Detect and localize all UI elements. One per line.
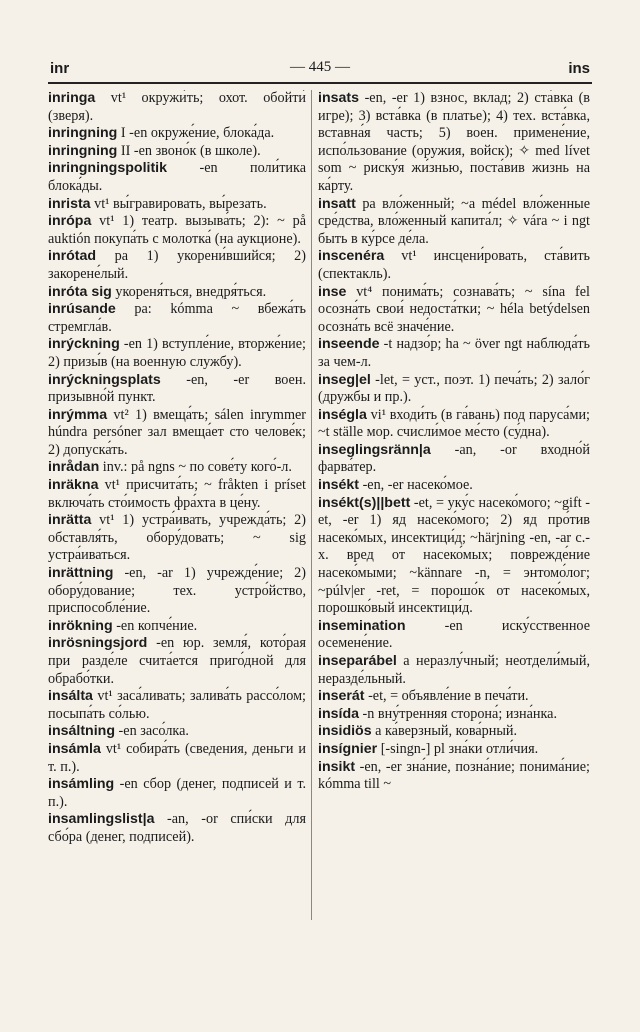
- dictionary-entry: [48, 635, 306, 688]
- entry-definition: pa 1) укорени́вшийся; 2) закорене́лый.: [48, 248, 306, 282]
- entry-headword: insékt(s)||bett: [318, 494, 411, 511]
- dictionary-entry: [318, 248, 590, 283]
- dictionary-entry: [318, 618, 590, 653]
- entry-definition: -en, -ar 1) учрежде́ние; 2) обору́дование; тех. устро́йство, приспособле́ние.: [48, 565, 306, 617]
- dictionary-entry: [48, 688, 306, 723]
- entry-headword: insálta: [48, 688, 93, 705]
- column-divider: [311, 90, 312, 920]
- entry-definition: vt¹ инсцени́ровать, ста́вить (спектакль).: [318, 248, 590, 282]
- entry-headword: inseglingsränn|a: [318, 441, 431, 458]
- entry-definition: I -en окруже́ние, блока́да.: [117, 125, 275, 142]
- entry-definition: -en поли́тика блока́ды.: [48, 160, 306, 194]
- entry-definition: -en копче́ние.: [112, 617, 198, 634]
- dictionary-entry: [318, 653, 590, 688]
- entry-headword: insída: [318, 705, 359, 722]
- entry-definition: -en 1) вступле́ние, вторже́ние; 2) призы́в (на военную службу).: [48, 336, 306, 370]
- dictionary-entry: [318, 196, 590, 249]
- dictionary-entry: [48, 248, 306, 283]
- dictionary-entry: [48, 565, 306, 618]
- entry-headword: inróta sig: [48, 283, 112, 300]
- dictionary-entry: [318, 284, 590, 337]
- entry-definition: vt¹ 1) театр. вызыва́ть; 2): ~ på auktión покупа́ть с молотка́ (на аукционе).: [48, 213, 306, 247]
- dictionary-entry: [48, 459, 306, 477]
- entry-definition: vt¹ 1) устра́ивать, учрежда́ть; 2) обставля́ть, обору́довать; ~ sig устра́иваться.: [48, 512, 306, 564]
- dictionary-entry: [318, 407, 590, 442]
- entry-headword: inrösningsjord: [48, 635, 148, 652]
- entry-headword: inringa: [48, 90, 96, 106]
- entry-definition: inv.: på ngns ~ по сове́ту кого́-л.: [99, 459, 292, 476]
- entry-headword: inrista: [48, 195, 91, 212]
- dictionary-entry: [318, 688, 590, 706]
- entry-headword: insatt: [318, 195, 356, 212]
- entry-definition: a ка́верзный, кова́рный.: [371, 723, 518, 740]
- entry-definition: -an, -or спи́ски для сбо́ра (денег, подписей).: [48, 811, 306, 845]
- dictionary-entry: [318, 372, 590, 407]
- entry-headword: inrúsande: [48, 301, 116, 318]
- entry-definition: -en сбор (денег, подписей и т. п.).: [48, 776, 306, 810]
- entry-definition: vt¹ заса́ливать; залива́ть рассо́лом; посыпа́ть со́лью.: [48, 688, 306, 722]
- entry-definition: -t надзо́р; ha ~ över ngt наблюда́ть за чем-л.: [318, 336, 590, 370]
- page-header: [48, 58, 592, 84]
- entry-headword: inse: [318, 283, 347, 300]
- entry-definition: vt¹ вы́гравировать, вы́резать.: [90, 195, 267, 212]
- entry-definition: vt² 1) вмеща́ть; sálen inrymmer húndra persóner зал вмеща́ет сто челове́к; 2) допуска́ть.: [48, 406, 306, 458]
- header-left-guide-word: inr: [50, 60, 70, 77]
- entry-headword: inrådan: [48, 459, 100, 476]
- entry-headword: insikt: [318, 758, 356, 775]
- entry-headword: insékt: [318, 477, 360, 494]
- entry-headword: inrópa: [48, 213, 92, 230]
- entry-definition: vi¹ входи́ть (в га́вань) под паруса́ми; ~t ställe мор. счисли́мое ме́сто (су́дна).: [318, 406, 590, 441]
- dictionary-entry: [318, 442, 590, 477]
- dictionary-entry: [318, 723, 590, 741]
- entry-definition: pa вло́женный; ~a médel вло́женные сре́дства, вло́женный капита́л; ✧ vára ~ i ngt быть в ку́рсе де́ла.: [318, 195, 590, 247]
- dictionary-entry: [318, 477, 590, 495]
- entry-headword: insidiös: [318, 723, 372, 740]
- entry-headword: inringning: [48, 125, 118, 142]
- dictionary-entry: [48, 90, 306, 125]
- entry-headword: insemination: [318, 617, 406, 634]
- entry-definition: [-singn-] pl зна́ки отли́чия.: [377, 740, 539, 757]
- dictionary-entry: [48, 776, 306, 811]
- entry-headword: inserát: [318, 688, 365, 705]
- entry-headword: inrättning: [48, 565, 114, 582]
- entry-headword: inrýckningsplats: [48, 371, 161, 388]
- dictionary-entry: [48, 811, 306, 846]
- entry-headword: insats: [318, 90, 360, 106]
- dictionary-entry: [48, 196, 306, 214]
- dictionary-entry: [48, 477, 306, 512]
- dictionary-entry: [48, 372, 306, 407]
- entry-headword: inringning: [48, 142, 118, 159]
- dictionary-entry: [48, 213, 306, 248]
- dictionary-entry: [48, 407, 306, 460]
- entry-definition: II -en звоно́к (в школе).: [117, 142, 261, 159]
- entry-headword: insamlingslist|a: [48, 811, 155, 828]
- entry-headword: inrótad: [48, 248, 97, 265]
- dictionary-entry: [318, 495, 590, 618]
- dictionary-entry: [48, 284, 306, 302]
- entry-headword: insígnier: [318, 740, 378, 757]
- entry-headword: inscenéra: [318, 248, 385, 265]
- entry-headword: inrätta: [48, 512, 92, 529]
- entry-definition: a неразлу́чный; неотдели́мый, неразде́льный.: [318, 653, 590, 687]
- dictionary-entry: [318, 759, 590, 794]
- entry-definition: -n вну́тренняя сторона́; изна́нка.: [359, 705, 558, 722]
- left-column: [48, 90, 306, 1020]
- entry-definition: vt¹ присчита́ть; ~ fråkten i príset включа́ть сто́имость фра́хта в це́ну.: [48, 477, 306, 511]
- entry-definition: pa: kómma ~ вбежа́ть стремгла́в.: [48, 301, 306, 335]
- header-right-guide-word: ins: [568, 60, 590, 77]
- dictionary-entry: [48, 741, 306, 776]
- entry-definition: -let, = уст., поэт. 1) печа́ть; 2) зало́г (дружбы и пр.).: [318, 371, 590, 406]
- entry-definition: -en иску́сственное осемене́ние.: [318, 617, 590, 652]
- entry-definition: -en, -er воен. призывно́й пункт.: [48, 371, 306, 406]
- right-column: [318, 90, 590, 1020]
- entry-headword: inrýmma: [48, 406, 108, 423]
- entry-headword: inringningspolitik: [48, 160, 168, 177]
- entry-definition: vt¹ собира́ть (сведения, деньги и т. п.).: [48, 740, 306, 775]
- dictionary-entry: [318, 741, 590, 759]
- entry-headword: inrökning: [48, 617, 113, 634]
- entry-definition: -en юр. земля́, кото́рая при разде́ле счита́ется приго́дной для обрабо́тки.: [48, 635, 306, 687]
- dictionary-entry: [48, 160, 306, 195]
- entry-definition: -en, -er насеко́мое.: [359, 477, 473, 494]
- entry-definition: -et, = объявле́ние в печа́ти.: [364, 688, 529, 705]
- entry-definition: укореня́ться, внедря́ться.: [111, 283, 267, 300]
- dictionary-entry: [48, 512, 306, 565]
- entry-definition: vt¹ окружи́ть; охот. обойти́ (зверя).: [48, 90, 306, 124]
- entry-headword: inseg|el: [318, 371, 371, 388]
- entry-headword: inségla: [318, 406, 367, 423]
- entry-headword: inseende: [318, 336, 380, 353]
- entry-headword: insáltning: [48, 723, 115, 740]
- entry-definition: -en, -er зна́ние, позна́ние; понима́ние; kómma till ~: [318, 758, 590, 793]
- entry-definition: vt⁴ понима́ть; сознава́ть; ~ sína fel осозна́ть свои́ недоста́тки; ~ héla betýdelsen осозна́ть всё значе́ние.: [318, 283, 590, 335]
- dictionary-entry: [48, 618, 306, 636]
- dictionary-entry: [48, 125, 306, 143]
- entry-headword: inseparábel: [318, 653, 397, 669]
- dictionary-entry: [48, 143, 306, 161]
- dictionary-entry: [318, 336, 590, 371]
- entry-headword: insámling: [48, 776, 115, 793]
- entry-headword: insámla: [48, 740, 101, 757]
- dictionary-entry: [318, 90, 590, 196]
- entry-definition: -en засо́лка.: [115, 723, 189, 740]
- entry-headword: inräkna: [48, 477, 99, 494]
- entry-definition: -an, -or входно́й фарва́тер.: [318, 441, 590, 476]
- dictionary-entry: [48, 336, 306, 371]
- dictionary-entry: [48, 723, 306, 741]
- dictionary-entry: [318, 706, 590, 724]
- entry-headword: inrýckning: [48, 336, 120, 353]
- entry-definition: -en, -er 1) взнос, вклад; 2) ста́вка (в игре); 3) вста́вка (в платье); 4) тех. вста́вка, вставна́я часть; 5) воен. примене́ние, испо́льзование (оружия, войск); ✧ med lívet som ~ риску́я жи́знью, поста́вив жизнь на ка́рту.: [318, 90, 590, 194]
- page-number: — 445 —: [290, 59, 350, 75]
- entry-definition: -et, = уку́с насеко́мого; ~gift -et, -er 1) яд насеко́мого; 2) яд про́тив насеко́мых, инсектици́д; ~härjning -en, -ar с.-х. вред от насеко́мых; поврежде́ние насеко́мыми; ~kännare -n, = энтомо́лог; ~púlv|er -ret, = порошо́к от насеко́мых, порошко́вый инсектици́д.: [318, 494, 590, 617]
- dictionary-entry: [48, 301, 306, 336]
